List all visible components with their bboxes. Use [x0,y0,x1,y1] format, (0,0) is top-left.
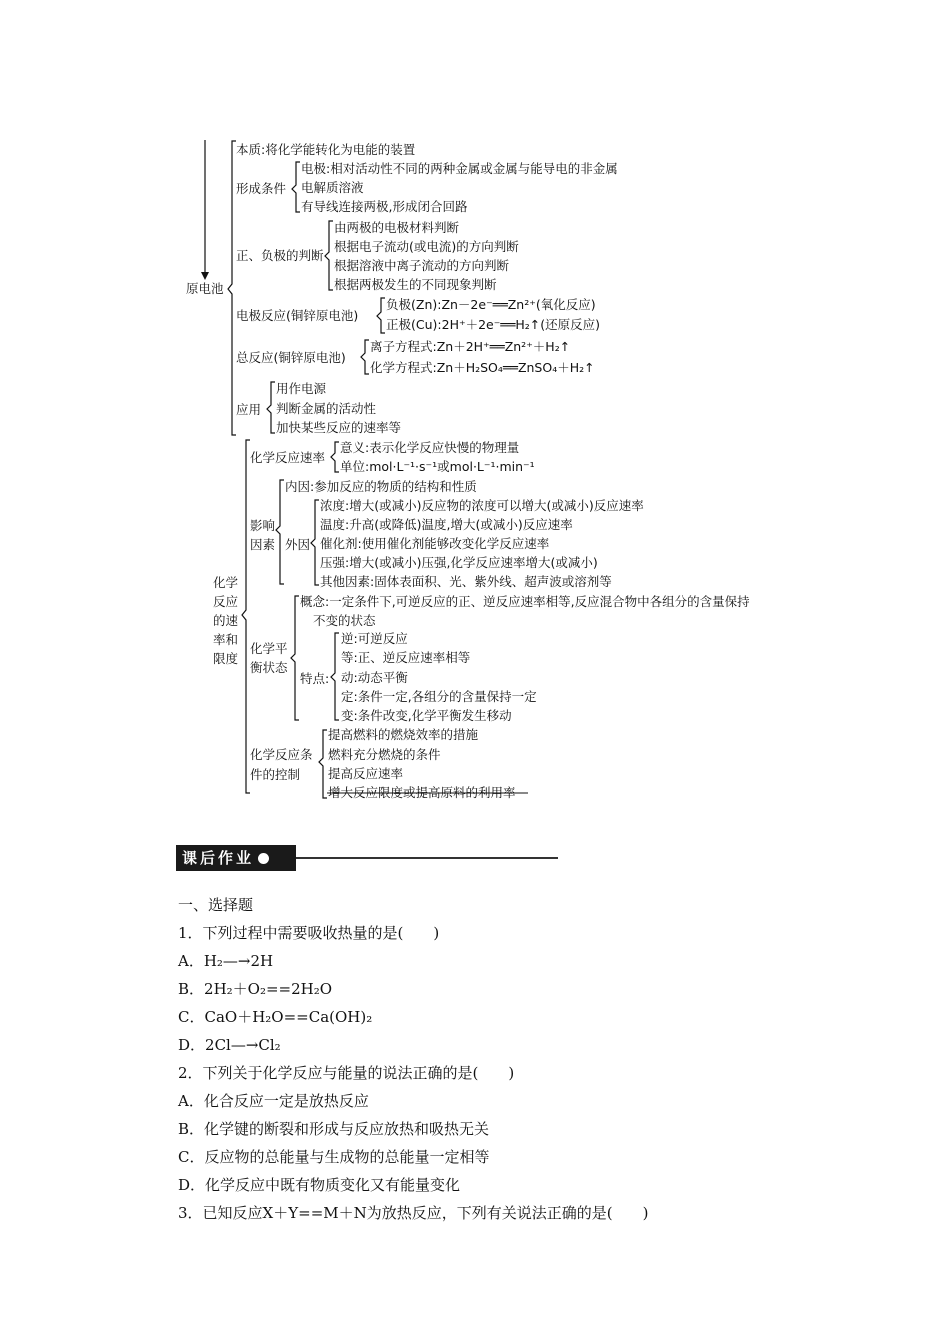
control-item: 增大反应限度或提高原料的利用率 [328,785,516,800]
equilibrium-label: 化学平 [250,641,288,656]
bullet-dot-icon [258,853,269,864]
external-factor-item: 温度:升高(或降低)温度,增大(或减小)反应速率 [320,517,573,532]
speed-unit: 单位:mol·L⁻¹·s⁻¹或mol·L⁻¹·min⁻¹ [340,459,535,474]
feature-item: 等:正、逆反应速率相等 [341,650,471,665]
option-line: A．化合反应一定是放热反应 [178,1092,369,1110]
negative-electrode-reaction: 负极(Zn):Zn－2e⁻══Zn²⁺(氧化反应) [386,297,596,312]
control-item: 提高燃料的燃烧效率的措施 [328,727,479,742]
rate-root-label: 限度 [213,651,239,666]
formation-label: 形成条件 [236,181,287,196]
formation-item: 电解质溶液 [301,180,364,195]
factors-label: 因素 [250,537,276,552]
external-factor-item: 压强:增大(或减小)压强,化学反应速率增大(或减小) [320,555,598,570]
option-line: A．H₂—→2H [178,952,274,970]
battery-root-label: 原电池 [186,281,224,296]
rate-root-label: 率和 [213,632,239,647]
judge-item: 根据溶液中离子流动的方向判断 [334,258,510,273]
equilibrium-concept: 概念:一定条件下,可逆反应的正、逆反应速率相等,反应混合物中各组分的含量保持 [300,594,750,609]
ionic-equation: 离子方程式:Zn＋2H⁺══Zn²⁺＋H₂↑ [370,339,571,354]
control-label: 化学反应条 [250,747,313,762]
homework-header [176,845,296,871]
formation-item: 电极:相对活动性不同的两种金属或金属与能导电的非金属 [301,161,618,176]
option-line: B．化学键的断裂和形成与反应放热和吸热无关 [178,1120,490,1138]
homework-title: 课后作业 [182,849,255,867]
apply-label: 应用 [236,402,262,417]
question-line: 2．下列关于化学反应与能量的说法正确的是( ) [178,1064,515,1082]
judge-label: 正、负极的判断 [236,248,324,263]
control-item: 燃料充分燃烧的条件 [328,747,441,762]
option-line: B．2H₂＋O₂==2H₂O [178,980,333,998]
control-label: 件的控制 [250,767,301,782]
option-line: C．CaO＋H₂O==Ca(OH)₂ [178,1008,373,1026]
option-line: C．反应物的总能量与生成物的总能量一定相等 [178,1148,490,1166]
external-factor-item: 催化剂:使用催化剂能够改变化学反应速率 [320,536,550,551]
feature-item: 动:动态平衡 [341,670,408,685]
equilibrium-concept-cont: 不变的状态 [313,613,376,628]
factors-label: 影响 [250,518,276,533]
apply-item: 加快某些反应的速率等 [276,420,402,435]
internal-factor: 内因:参加反应的物质的结构和性质 [285,479,477,494]
header-rule [296,857,558,859]
total-reaction-label: 总反应(铜锌原电池) [236,350,346,365]
control-item: 提高反应速率 [328,766,404,781]
formation-item: 有导线连接两极,形成闭合回路 [301,199,468,214]
feature-item: 逆:可逆反应 [341,631,408,646]
electrode-label: 电极反应(铜锌原电池) [236,308,359,323]
positive-electrode-reaction: 正极(Cu):2H⁺＋2e⁻══H₂↑(还原反应) [386,317,600,332]
judge-item: 由两极的电极材料判断 [334,220,460,235]
feature-label: 特点: [300,671,330,686]
question-line: 1．下列过程中需要吸收热量的是( ) [178,924,440,942]
battery-essence: 本质:将化学能转化为电能的装置 [236,142,416,157]
apply-item: 用作电源 [276,381,327,396]
speed-label: 化学反应速率 [250,450,326,465]
rate-root-label: 反应 [213,594,239,609]
external-factor-label: 外因 [285,537,311,552]
speed-meaning: 意义:表示化学反应快慢的物理量 [340,440,520,455]
apply-item: 判断金属的活动性 [276,401,377,416]
chemical-equation: 化学方程式:Zn＋H₂SO₄══ZnSO₄＋H₂↑ [370,360,595,375]
rate-root-label: 化学 [213,575,239,590]
feature-item: 变:条件改变,化学平衡发生移动 [341,708,512,723]
option-line: D．化学反应中既有物质变化又有能量变化 [178,1176,461,1194]
equilibrium-label: 衡状态 [250,660,288,675]
option-line: D．2Cl—→Cl₂ [178,1036,281,1054]
external-factor-item: 其他因素:固体表面积、光、紫外线、超声波或溶剂等 [320,574,612,589]
rate-root-label: 的速 [213,613,239,628]
external-factor-item: 浓度:增大(或减小)反应物的浓度可以增大(或减小)反应速率 [320,498,644,513]
question-line: 3．已知反应X＋Y==M＋N为放热反应，下列有关说法正确的是( ) [178,1204,649,1222]
judge-item: 根据电子流动(或电流)的方向判断 [334,239,519,254]
judge-item: 根据两极发生的不同现象判断 [334,277,497,292]
feature-item: 定:条件一定,各组分的含量保持一定 [341,689,537,704]
section-title: 一、选择题 [178,896,254,914]
